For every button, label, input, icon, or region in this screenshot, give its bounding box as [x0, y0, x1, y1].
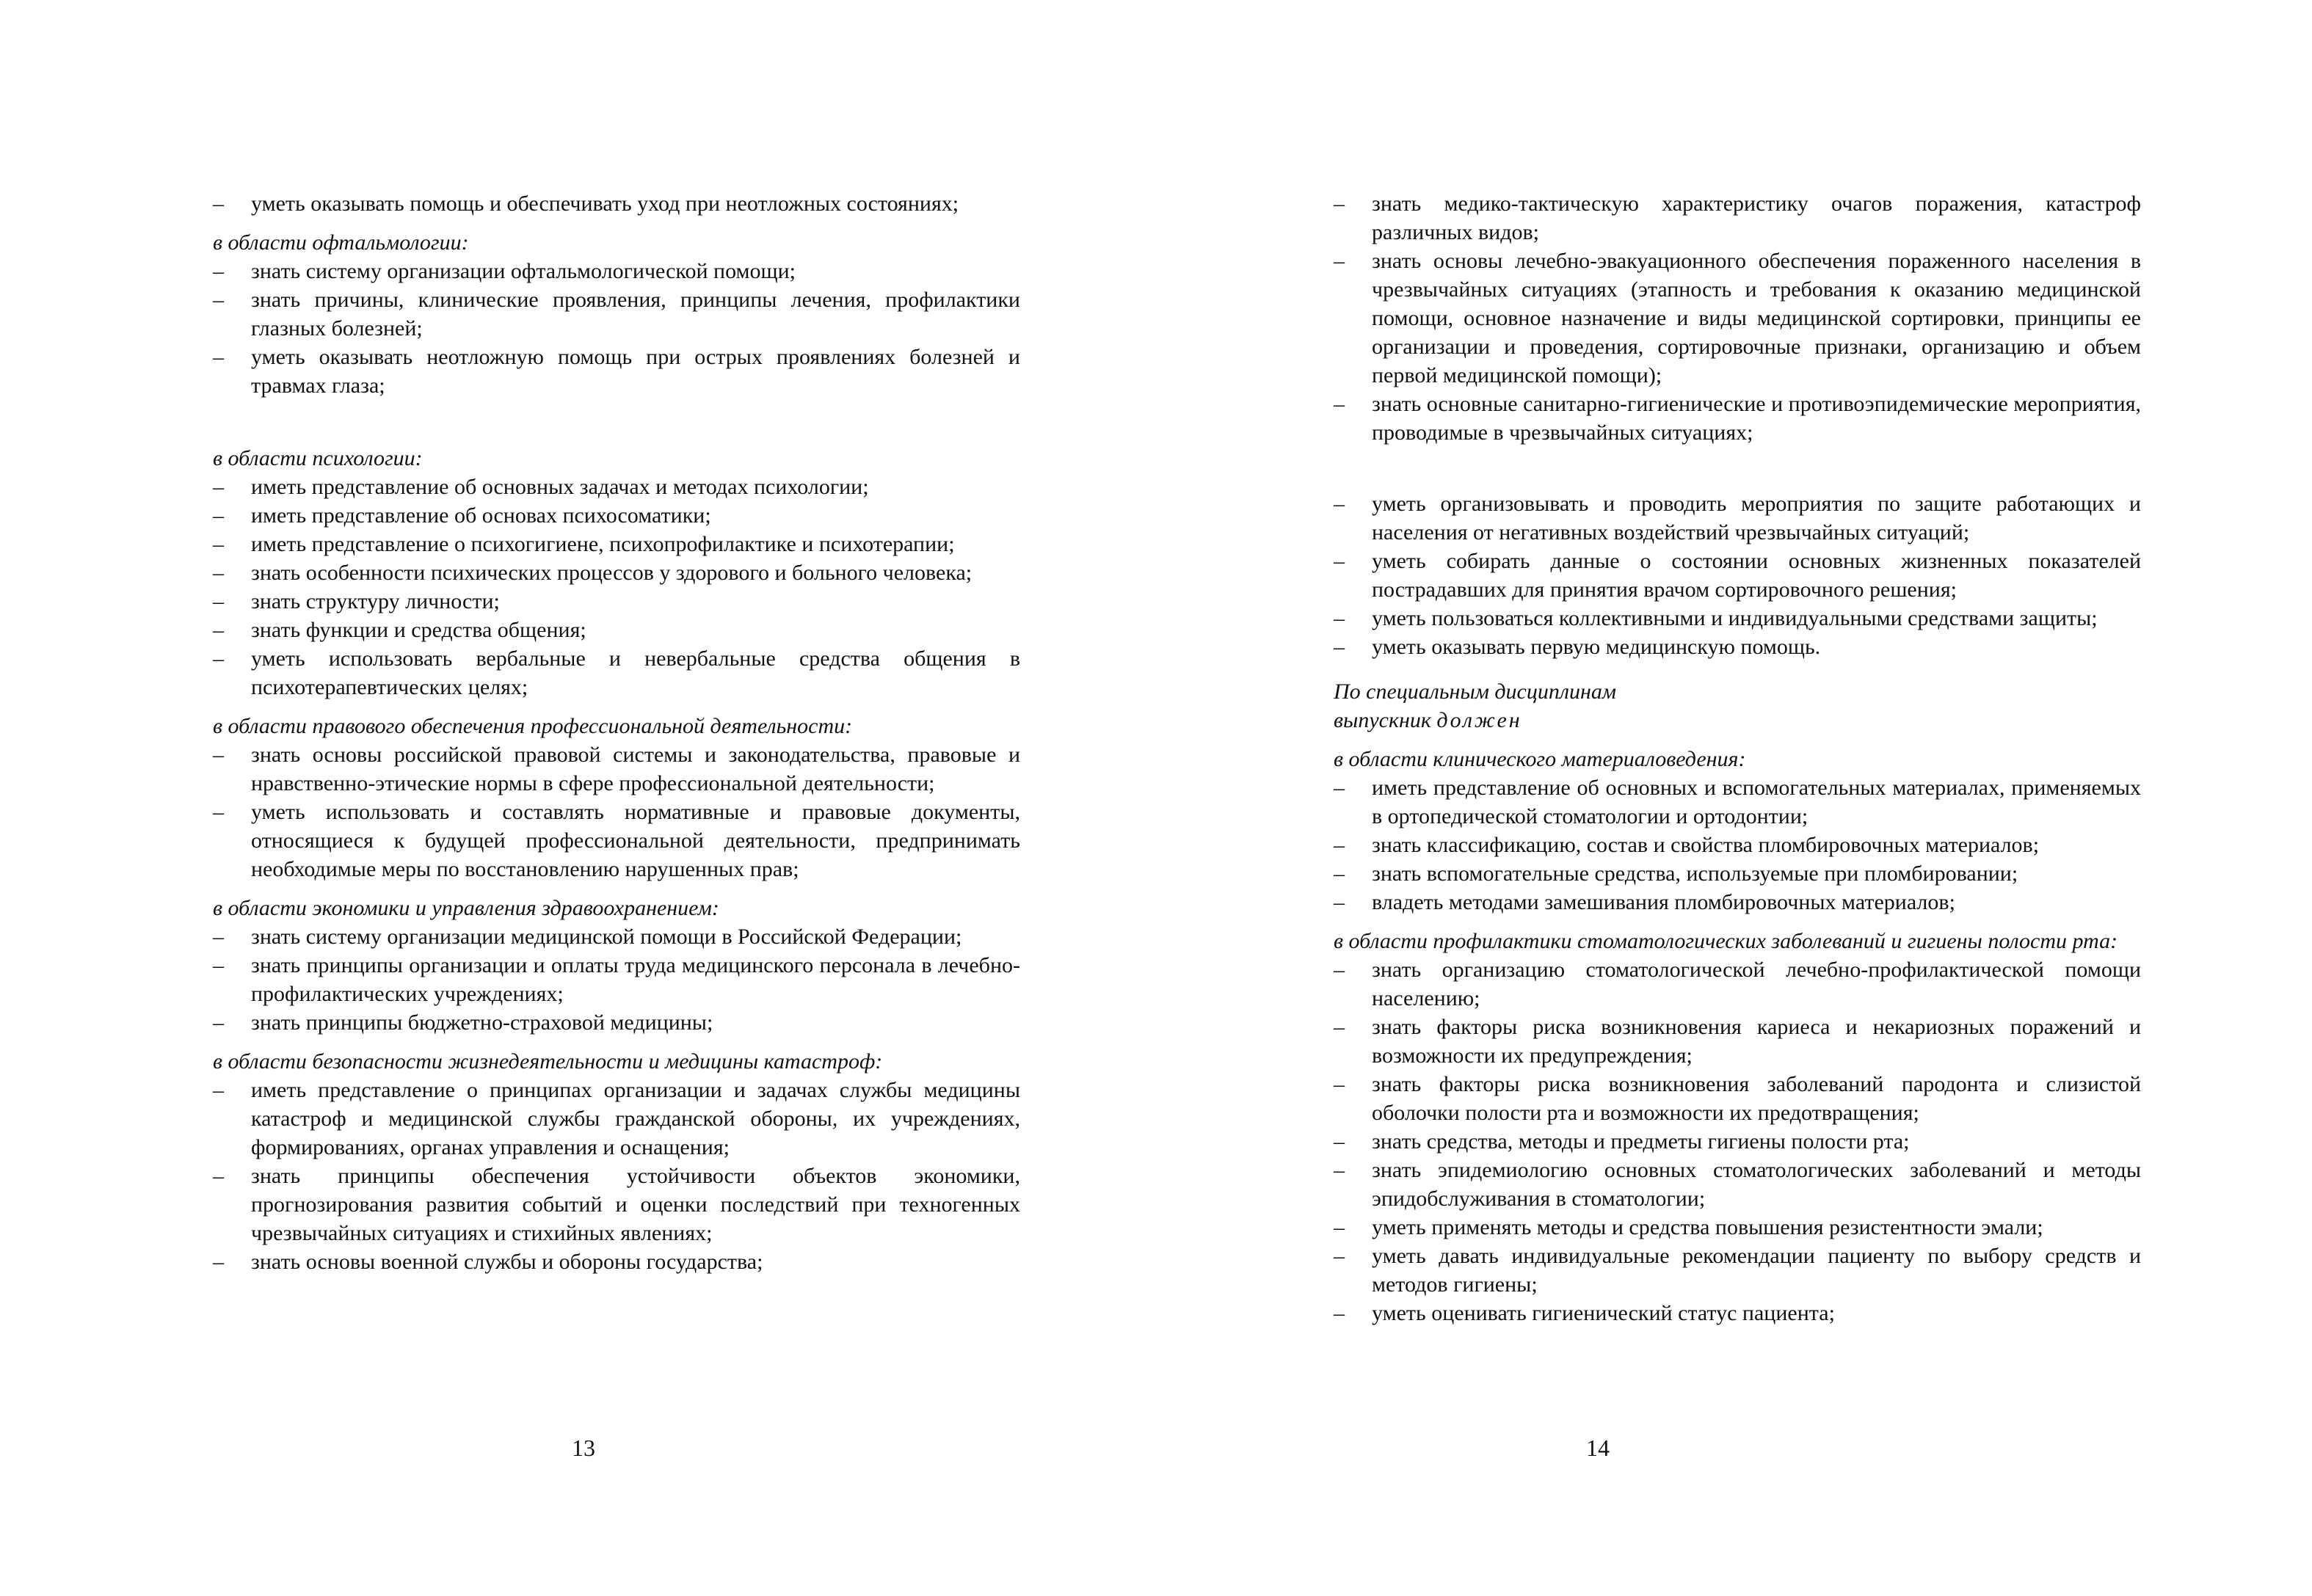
- dash-bullet: –: [213, 743, 224, 767]
- list-item: – знать вспомогательные средства, используемые при пломбировании;: [1334, 859, 2141, 888]
- special-disciplines-heading: По специальным дисциплинам выпускник должен: [1334, 679, 1616, 732]
- dash-bullet: –: [1334, 1072, 1345, 1096]
- dash-bullet: –: [213, 475, 224, 499]
- list-item: – знать основные санитарно-гигиенические и противоэпидемические мероприятия, проводимые в чрезвычайных ситуациях;: [1334, 390, 2141, 447]
- list-item: – знать эпидемиологию основных стоматологических заболеваний и методы эпидобслуживания в стоматологии;: [1334, 1156, 2141, 1213]
- list-item: – знать принципы организации и оплаты труда медицинского персонала в лечебно-профилактических учреждениях;: [213, 951, 1020, 1008]
- dash-bullet: –: [213, 618, 224, 642]
- dash-bullet: –: [1334, 492, 1345, 516]
- dash-bullet: –: [1334, 1215, 1345, 1239]
- list-item: – знать причины, клинические проявления, принципы лечения, профилактики глазных болезней;: [213, 285, 1020, 343]
- list-item: – иметь представление об основах психосоматики;: [213, 501, 1020, 530]
- left-page-content: [213, 189, 1020, 1276]
- dash-bullet: –: [1334, 249, 1345, 273]
- list-item: – знать факторы риска возникновения заболеваний пародонта и слизистой оболочки полости рта и возможности их предотвращения;: [1334, 1070, 2141, 1127]
- list-item: – знать принципы обеспечения устойчивости объектов экономики, прогнозирования развития событий и оценки последствий при техногенных чрезвычайных ситуациях и стихийных явлениях;: [213, 1162, 1020, 1247]
- list-item: – уметь использовать и составлять нормативные и правовые документы, относящиеся к будущей профессиональной деятельности, предпринимать необходимые меры по восстановлению нарушенных прав;: [213, 798, 1020, 883]
- dash-bullet: –: [213, 345, 224, 369]
- right-section-1-list: [1334, 955, 2141, 1327]
- list-item: – знать основы лечебно-эвакуационного обеспечения пораженного населения в чрезвычайных ситуациях (этапность и требования к оказанию медицинской помощи, основное назначение и виды медицинской сортировки, принципы ее организации и проведения, сортировочные признаки, организацию и объем первой медицинской помощи);: [1334, 247, 2141, 390]
- left-section-2-list: [213, 473, 1020, 702]
- dash-bullet: –: [213, 1250, 224, 1274]
- list-item: – владеть методами замешивания пломбировочных материалов;: [1334, 888, 2141, 917]
- list-item: – уметь оказывать первую медицинскую помощь.: [1334, 633, 2141, 661]
- left-section-3-list: [213, 740, 1020, 883]
- list-item: – знать функции и средства общения;: [213, 616, 1020, 644]
- right-section-0-list: [1334, 773, 2141, 917]
- list-item: – знать принципы бюджетно-страховой медицины;: [213, 1008, 1020, 1037]
- dash-bullet: –: [213, 192, 224, 216]
- list-item: – знать средства, методы и предметы гигиены полости рта;: [1334, 1127, 2141, 1156]
- list-item: – уметь оценивать гигиенический статус пациента;: [1334, 1299, 2141, 1327]
- dash-bullet: –: [213, 1164, 224, 1188]
- dash-bullet: –: [213, 288, 224, 312]
- dash-bullet: –: [213, 646, 224, 671]
- dash-bullet: –: [1334, 549, 1345, 573]
- dash-bullet: –: [1334, 192, 1345, 216]
- page-number-right: 14: [1586, 1435, 1610, 1461]
- dash-bullet: –: [1334, 1015, 1345, 1039]
- section-heading-economics: в области экономики и управления здравоохранением:: [213, 896, 719, 920]
- list-item: – уметь пользоваться коллективными и индивидуальными средствами защиты;: [1334, 604, 2141, 633]
- list-item: – знать систему организации медицинской помощи в Российской Федерации;: [213, 922, 1020, 951]
- section-heading-prevention: в области профилактики стоматологических заболеваний и гигиены полости рта:: [1334, 929, 2118, 953]
- list-item: – знать систему организации офтальмологической помощи;: [213, 257, 1020, 285]
- list-item: – знать особенности психических процессов у здорового и больного человека;: [213, 558, 1020, 587]
- right-page-content: [1334, 189, 2141, 1327]
- dash-bullet: –: [213, 259, 224, 283]
- dash-bullet: –: [213, 953, 224, 977]
- dash-bullet: –: [213, 1078, 224, 1102]
- list-item: – иметь представление о принципах организации и задачах службы медицины катастроф и медицинской службы гражданской обороны, их учреждениях, формированиях, органах управления и оснащения;: [213, 1076, 1020, 1162]
- dash-bullet: –: [1334, 890, 1345, 914]
- left-section-1-list: [213, 257, 1020, 400]
- list-item: – знать структуру личности;: [213, 587, 1020, 616]
- list-item: – знать основы российской правовой системы и законодательства, правовые и нравственно-этические нормы в сфере профессиональной деятельности;: [213, 740, 1020, 798]
- list-item: – иметь представление о психогигиене, психопрофилактике и психотерапии;: [213, 530, 1020, 558]
- dash-bullet: –: [213, 589, 224, 613]
- list-item: – знать факторы риска возникновения кариеса и некариозных поражений и возможности их предупреждения;: [1334, 1013, 2141, 1070]
- right-skills-list: [1334, 489, 2141, 661]
- list-item: – знать организацию стоматологической лечебно-профилактической помощи населению;: [1334, 955, 2141, 1013]
- dash-bullet: –: [1334, 833, 1345, 857]
- list-item: – знать медико-тактическую характеристику очагов поражения, катастроф различных видов;: [1334, 189, 2141, 247]
- list-item: – уметь использовать вербальные и невербальные средства общения в психотерапевтических целях;: [213, 644, 1020, 702]
- left-section-0-list: [213, 189, 1020, 218]
- dash-bullet: –: [213, 532, 224, 556]
- dash-bullet: –: [1334, 958, 1345, 982]
- section-heading-materials: в области клинического материаловедения:: [1334, 747, 1746, 771]
- dash-bullet: –: [213, 800, 224, 824]
- left-section-5-list: [213, 1076, 1020, 1276]
- section-heading-safety: в области безопасности жизнедеятельности и медицины катастроф:: [213, 1049, 883, 1074]
- section-heading-psychology: в области психологии:: [213, 446, 423, 470]
- section-heading-legal: в области правового обеспечения профессиональной деятельности:: [213, 714, 853, 738]
- dash-bullet: –: [1334, 392, 1345, 416]
- dash-bullet: –: [1334, 1158, 1345, 1182]
- list-item: – уметь оказывать помощь и обеспечивать уход при неотложных состояниях;: [213, 189, 1020, 218]
- list-item: – знать основы военной службы и обороны государства;: [213, 1247, 1020, 1276]
- list-item: – уметь организовывать и проводить мероприятия по защите работающих и населения от негативных воздействий чрезвычайных ситуаций;: [1334, 489, 2141, 547]
- list-item: – иметь представление об основных и вспомогательных материалах, применяемых в ортопедической стоматологии и ортодонтии;: [1334, 773, 2141, 831]
- dash-bullet: –: [213, 925, 224, 949]
- page-number-left: 13: [572, 1435, 595, 1461]
- dash-bullet: –: [213, 503, 224, 528]
- dash-bullet: –: [1334, 606, 1345, 630]
- left-section-4-list: [213, 922, 1020, 1037]
- list-item: – уметь давать индивидуальные рекомендации пациенту по выбору средств и методов гигиены;: [1334, 1242, 2141, 1299]
- list-item: – знать классификацию, состав и свойства пломбировочных материалов;: [1334, 831, 2141, 859]
- list-item: – уметь применять методы и средства повышения резистентности эмали;: [1334, 1213, 2141, 1242]
- dash-bullet: –: [1334, 635, 1345, 659]
- section-heading-ophthalmology: в области офтальмологии:: [213, 230, 469, 255]
- dash-bullet: –: [213, 1010, 224, 1035]
- right-top-list: [1334, 189, 2141, 447]
- dash-bullet: –: [1334, 1301, 1345, 1325]
- list-item: – уметь собирать данные о состоянии основных жизненных показателей пострадавших для принятия врачом сортировочного решения;: [1334, 547, 2141, 604]
- dash-bullet: –: [1334, 776, 1345, 800]
- list-item: – иметь представление об основных задачах и методах психологии;: [213, 473, 1020, 501]
- dash-bullet: –: [213, 561, 224, 585]
- right-page: [1156, 0, 2312, 1596]
- dash-bullet: –: [1334, 861, 1345, 886]
- dash-bullet: –: [1334, 1244, 1345, 1268]
- list-item: – уметь оказывать неотложную помощь при острых проявлениях болезней и травмах глаза;: [213, 343, 1020, 400]
- dash-bullet: –: [1334, 1129, 1345, 1154]
